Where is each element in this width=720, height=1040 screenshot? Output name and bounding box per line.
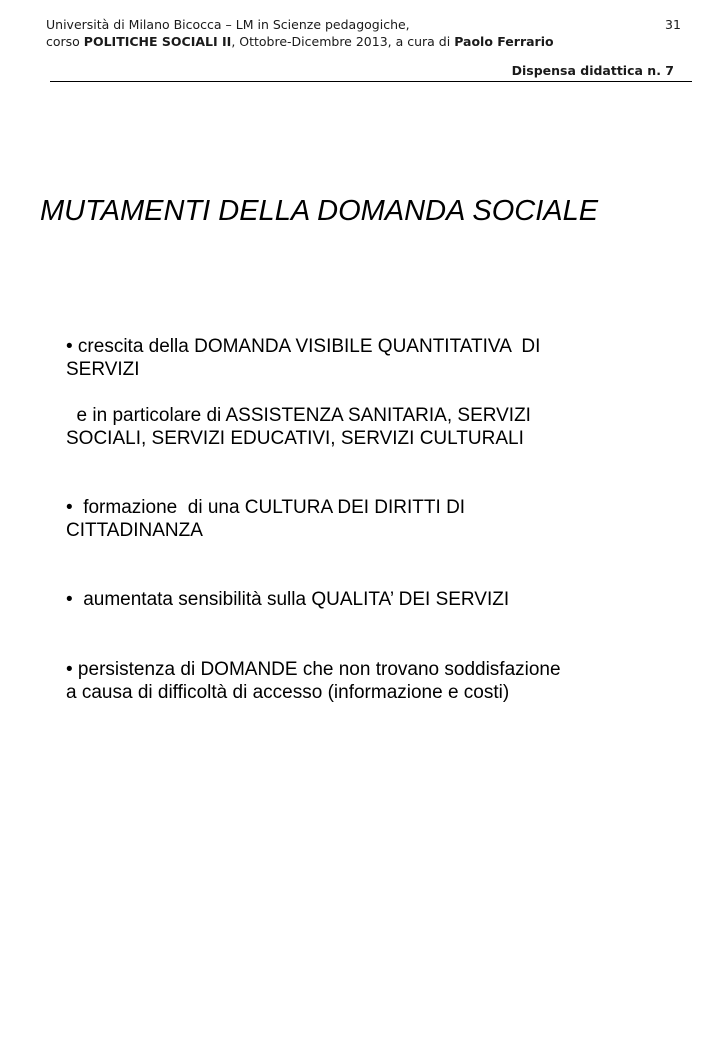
- bullet-line: SERVIZI: [66, 359, 140, 380]
- header-author: Paolo Ferrario: [454, 34, 554, 49]
- bullet-line: CITTADINANZA: [66, 520, 203, 541]
- bullet-line: • crescita della DOMANDA VISIBILE QUANTITATIVA DI: [66, 336, 541, 357]
- bullet-item-domande-insoddisfatte: [66, 658, 666, 704]
- bullet-line: • aumentata sensibilità sulla QUALITA’ DEI SERVIZI: [66, 589, 510, 610]
- bullet-line: e in particolare di ASSISTENZA SANITARIA, SERVIZI: [66, 405, 531, 426]
- bullet-line: SOCIALI, SERVIZI EDUCATIVI, SERVIZI CULTURALI: [66, 428, 524, 449]
- header-line-course: [46, 33, 686, 50]
- bullet-item-assistenza: [66, 404, 666, 450]
- header-divider: [50, 81, 692, 82]
- header-course-name: POLITICHE SOCIALI II: [83, 34, 232, 49]
- bullet-line: a causa di difficoltà di accesso (informazione e costi): [66, 682, 510, 703]
- bullet-item-cultura-diritti: [66, 496, 666, 542]
- dispensa-label: Dispensa didattica n. 7: [511, 63, 674, 78]
- header-course-middle: , Ottobre-Dicembre 2013, a cura di: [231, 34, 455, 49]
- bullet-item-domanda-visibile: [66, 335, 666, 381]
- header-line-university: Università di Milano Bicocca – LM in Scienze pedagogiche,: [46, 17, 410, 32]
- page-header: [46, 16, 686, 50]
- header-course-prefix: corso: [46, 34, 84, 49]
- bullet-line: • persistenza di DOMANDE che non trovano soddisfazione: [66, 659, 561, 680]
- bullet-line: • formazione di una CULTURA DEI DIRITTI DI: [66, 497, 466, 518]
- page-title: MUTAMENTI DELLA DOMANDA SOCIALE: [40, 195, 599, 227]
- bullet-item-qualita-servizi: [66, 588, 666, 611]
- page-number: 31: [665, 17, 681, 32]
